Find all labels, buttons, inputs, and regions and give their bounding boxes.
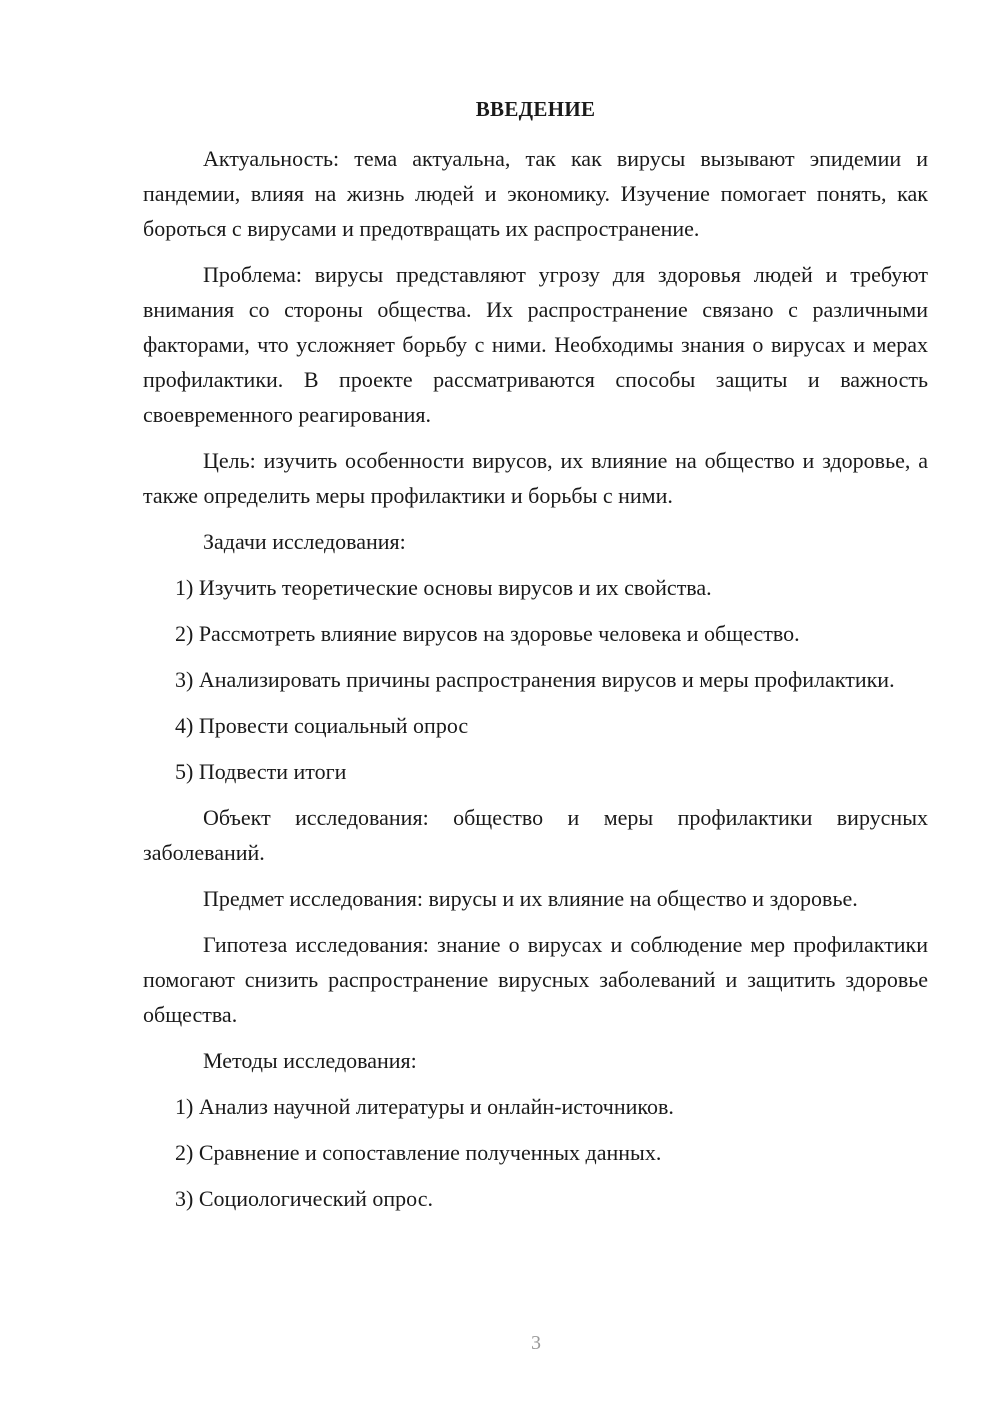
page-number: 3	[531, 1332, 541, 1354]
task-item: 4) Провести социальный опрос	[175, 713, 469, 738]
task-item: 2) Рассмотреть влияние вирусов на здоровье человека и общество.	[175, 621, 800, 646]
problem-paragraph: Проблема: вирусы представляют угрозу для здоровья людей и требуют внимания со стороны общества. Их распространение связано с различными факторами, что усложняет борьбу с ними. Необходимы знания о вирусах и мерах профилактики. В проекте рассматриваются способы защиты и важность своевременного реагирования.	[143, 262, 928, 427]
goal-paragraph: Цель: изучить особенности вирусов, их влияние на общество и здоровье, а также определить меры профилактики и борьбы с ними.	[143, 448, 928, 508]
task-item: 1) Изучить теоретические основы вирусов и их свойства.	[175, 575, 712, 600]
task-item: 5) Подвести итоги	[175, 759, 347, 784]
method-item: 3) Социологический опрос.	[175, 1186, 433, 1211]
method-item: 1) Анализ научной литературы и онлайн-источников.	[175, 1094, 674, 1119]
page-content	[143, 92, 928, 1227]
task-item: 3) Анализировать причины распространения вирусов и меры профилактики.	[175, 667, 895, 692]
methods-heading: Методы исследования:	[203, 1048, 417, 1073]
subject-paragraph: Предмет исследования: вирусы и их влияние на общество и здоровье.	[203, 886, 858, 911]
hypothesis-paragraph: Гипотеза исследования: знание о вирусах и соблюдение мер профилактики помогают снизить распространение вирусных заболеваний и защитить здоровье общества.	[143, 932, 928, 1027]
tasks-heading: Задачи исследования:	[203, 529, 406, 554]
page-title: ВВЕДЕНИЕ	[475, 97, 596, 121]
object-paragraph: Объект исследования: общество и меры профилактики вирусных заболеваний.	[143, 805, 928, 865]
relevance-paragraph: Актуальность: тема актуальна, так как вирусы вызывают эпидемии и пандемии, влияя на жизнь людей и экономику. Изучение помогает понять, как бороться с вирусами и предотвращать их распространение.	[143, 146, 928, 241]
method-item: 2) Сравнение и сопоставление полученных данных.	[175, 1140, 662, 1165]
